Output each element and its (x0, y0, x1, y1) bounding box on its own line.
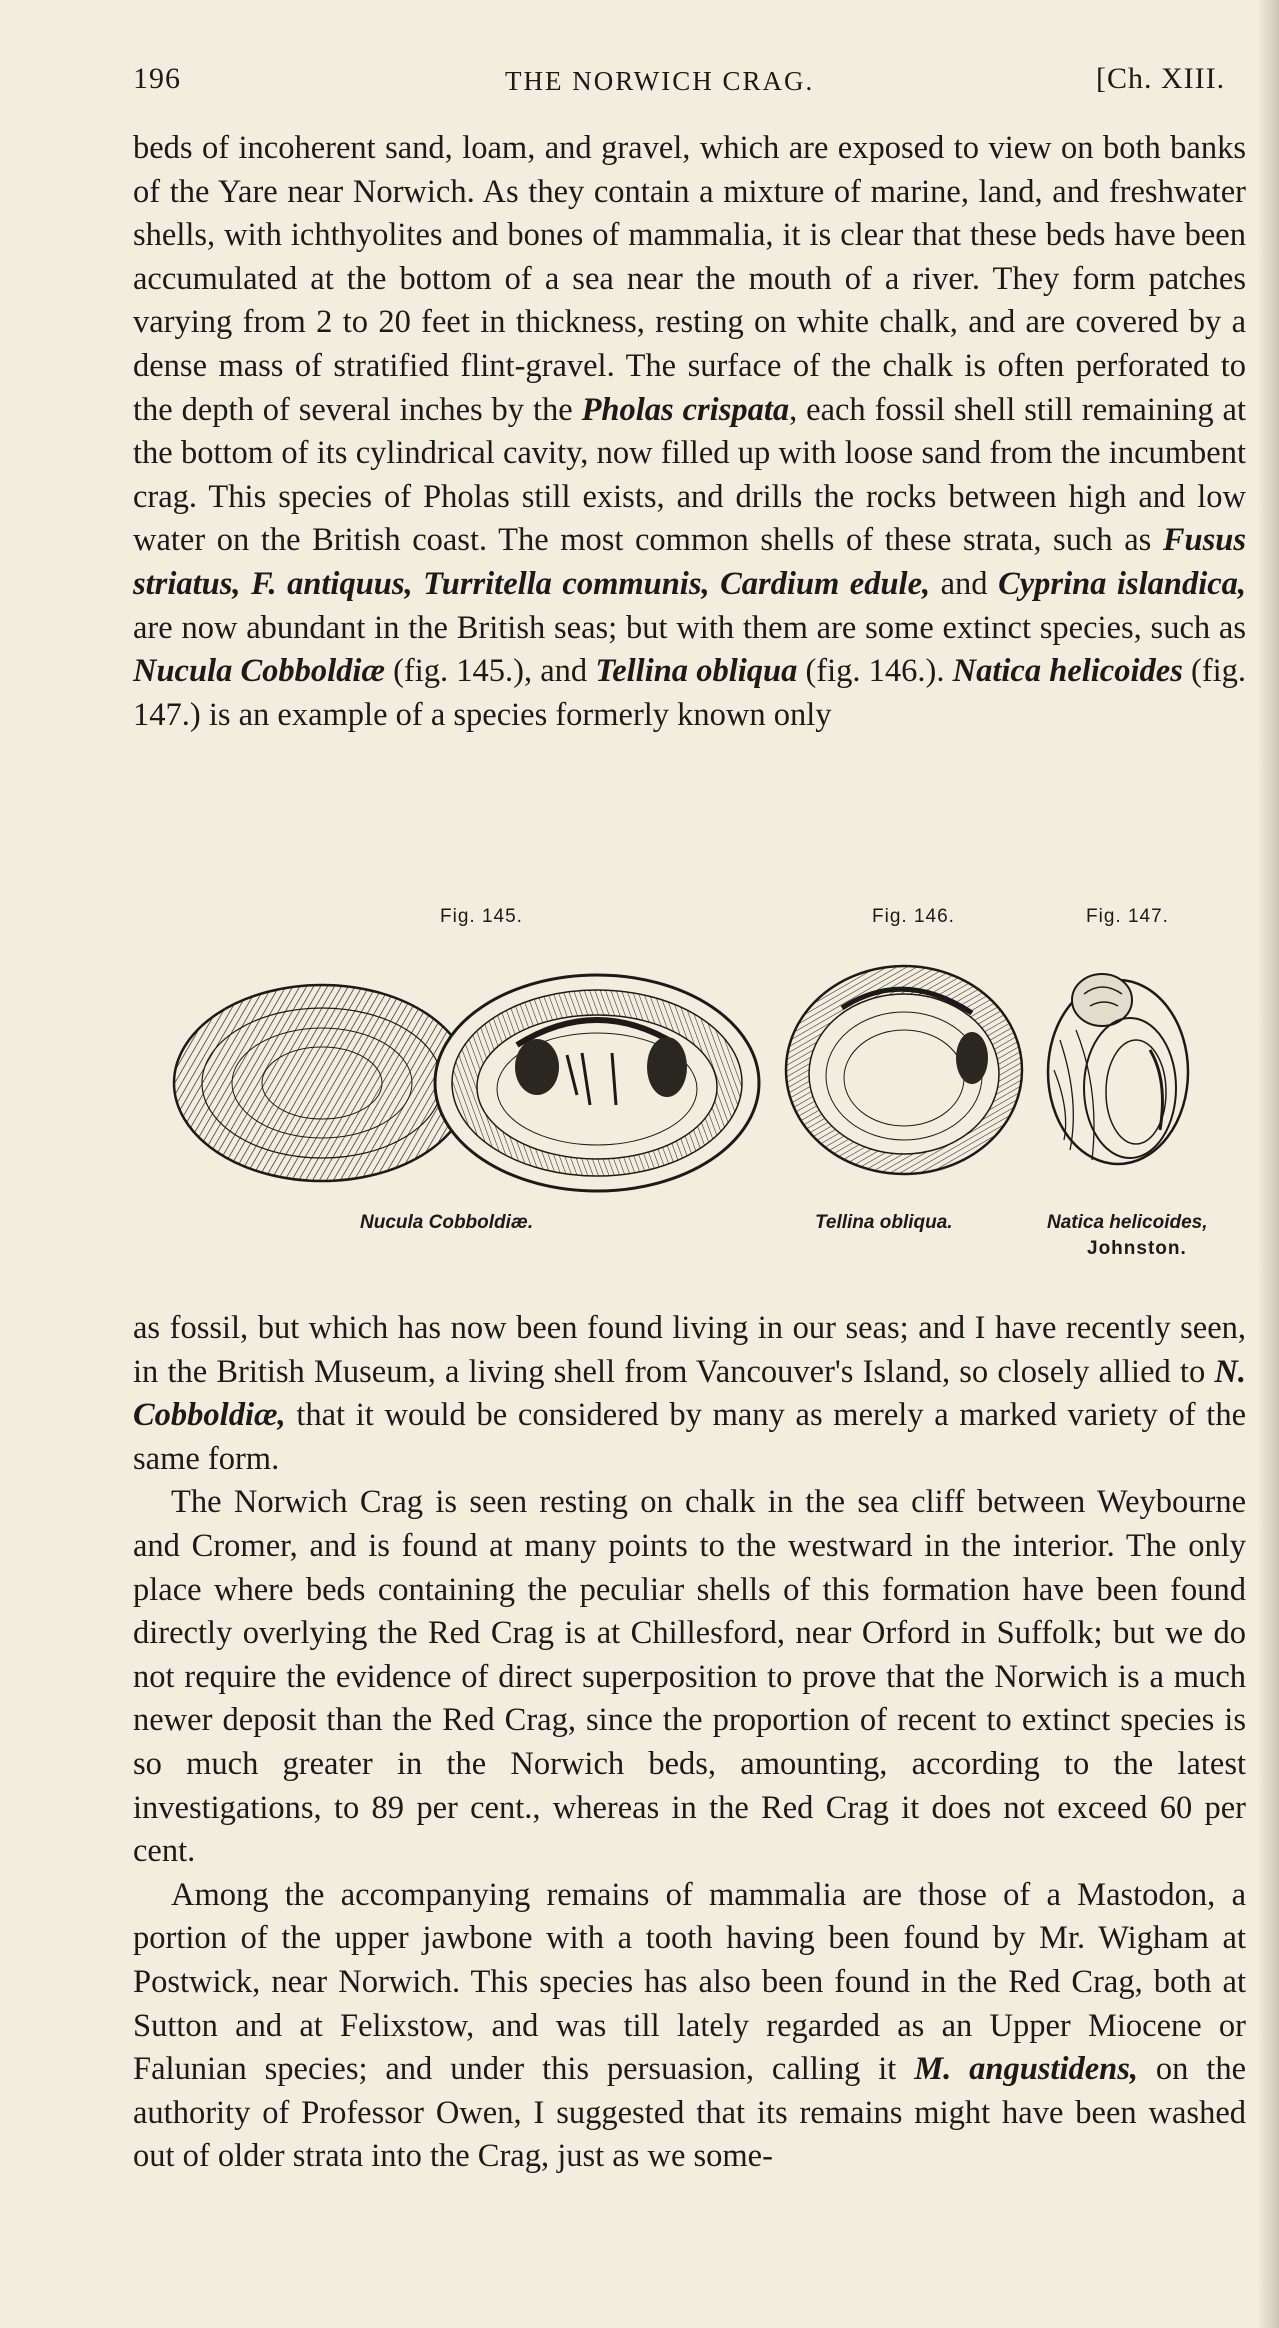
figure-label-145: Fig. 145. (440, 906, 523, 927)
species-name: Natica helicoides (952, 653, 1183, 690)
paragraph-mammalia: Among the accompanying remains of mammalia are those of a Mastodon, a portion of the upper jawbone with a tooth having been found by Mr. Wigham at Postwick, near Norwich. This species has also been found in the Red Crag, both at Sutton and at Felixstow, and was till lately regarded as an Upper Miocene or Falunian species; and under this persuasion, calling it (133, 1876, 1246, 2088)
running-header (133, 62, 1263, 102)
figure-caption-145: Nucula Cobboldiæ. (360, 1212, 534, 1233)
bivalve-shell-icon (172, 955, 772, 1195)
species-name: Cyprina islandica, (998, 565, 1247, 602)
figure-label-147: Fig. 147. (1086, 906, 1169, 927)
text-run: (fig. 145.), and (393, 653, 588, 690)
bivalve-shell-icon (782, 958, 1027, 1178)
text-run: and (940, 565, 988, 602)
chapter-marker: [Ch. XIII. (1096, 62, 1226, 95)
text-run: as fossil, but which has now been found living in our seas; and I have recently seen, in the British Museum, a living shell from Vancouver's Island, so closely allied to (133, 1310, 1246, 1390)
figure-caption-147: Natica helicoides, (1047, 1212, 1208, 1233)
text-run: , each fossil shell still remaining at the bottom of its cylindrical cavity, now filled up with loose sand from the incumbent crag. This species of Pholas still exists, and drills the rocks between high and low water on the British coast. The most common shells of these strata, such as (133, 391, 1246, 559)
text-run: (fig. 147.) is an example of a species formerly known only (133, 653, 1247, 733)
figure-label-146: Fig. 146. (872, 906, 955, 927)
text-run: that it would be considered by many as merely a marked variety of the same form. (133, 1397, 1247, 1477)
figure-caption-147-author: Johnston. (1087, 1238, 1187, 1259)
text-run: are now abundant in the British seas; but with them are some extinct species, such as (133, 609, 1246, 646)
page-number: 196 (133, 62, 181, 95)
species-name: Nucula Cobboldiæ (133, 653, 385, 690)
species-name: Tellina obliqua (595, 653, 798, 690)
text-run: on the authority of Professor Owen, I suggested that its remains might have been washed out of older strata into the Crag, just as we some- (133, 2051, 1246, 2175)
paragraph-norwich-crag: The Norwich Crag is seen resting on chalk in the sea cliff between Weybourne and Cromer, and is found at many points to the westward in the interior. The only place where beds containing the peculiar shells of this formation have been found directly overlying the Red Crag is at Chillesford, near Orford in Suffolk; but we do not require the evidence of direct superposition to prove that the Norwich is a much newer deposit than the Red Crag, since the proportion of recent to extinct species is so much greater in the Norwich beds, amounting, according to the latest investigations, to 89 per cent., whereas in the Red Crag it does not exceed 60 per cent. (133, 1484, 1246, 1870)
species-name: Pholas crispata (581, 391, 790, 428)
page-edge-shadow (1257, 0, 1279, 2328)
species-name: N. Cobboldiæ, (133, 1353, 1246, 1434)
text-run: beds of incoherent sand, loam, and gravel, which are exposed to view on both banks of the Yare near Norwich. As they contain a mixture of marine, land, and freshwater shells, with ichthyolites and bones of mammalia, it is clear that these beds have been accumulated at the bottom of a sea near the mouth of a river. They form patches varying from 2 to 20 feet in thickness, resting on white chalk, and are covered by a dense mass of stratified flint-gravel. The surface of the chalk is often perforated to the depth of several inches by the (133, 130, 1246, 428)
spiral-shell-icon (1040, 960, 1196, 1172)
paragraph-continued (133, 1307, 1246, 2179)
paragraph-opening (133, 127, 1246, 737)
text-run: (fig. 146.). (805, 653, 945, 690)
species-name: Fusus striatus, F. antiquus, Turritella communis, Cardium edule, (133, 522, 1246, 602)
figure-caption-146: Tellina obliqua. (815, 1212, 953, 1233)
running-title: THE NORWICH CRAG. (505, 66, 815, 96)
species-name: M. angustidens, (914, 2051, 1139, 2088)
